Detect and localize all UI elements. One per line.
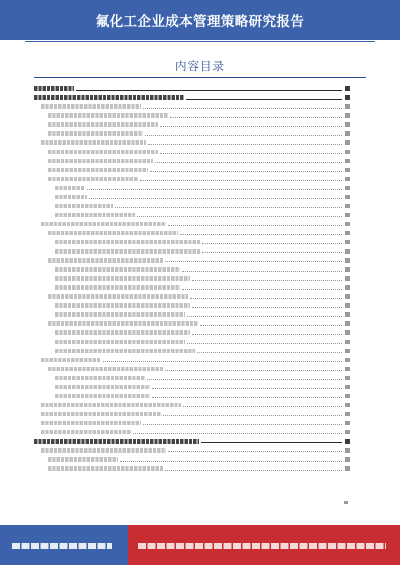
toc-page-number xyxy=(345,367,350,372)
toc-entry xyxy=(34,202,350,211)
toc-entry-title xyxy=(34,95,184,100)
toc-page-number xyxy=(345,285,350,290)
toc-dot-leader xyxy=(87,189,342,190)
toc-page-number xyxy=(345,412,350,417)
toc-page-number xyxy=(345,358,350,363)
toc-entry xyxy=(34,464,350,473)
toc-page-number xyxy=(345,267,350,272)
toc-entry-title xyxy=(48,131,143,136)
toc-dot-leader xyxy=(120,461,342,462)
toc-entry-title xyxy=(48,122,158,127)
toc-entry xyxy=(34,401,350,410)
toc-entry-title xyxy=(55,285,180,290)
toc-page-number xyxy=(345,349,350,354)
toc-page-number xyxy=(345,466,350,471)
toc-entry xyxy=(34,374,350,383)
footer-band xyxy=(0,525,400,565)
toc-dot-leader xyxy=(201,442,342,443)
toc-page-number xyxy=(345,231,350,236)
toc-entry-title xyxy=(55,204,113,209)
toc-page-number xyxy=(345,213,350,218)
toc-entry xyxy=(34,364,350,373)
toc-page-number xyxy=(345,204,350,209)
toc-entry xyxy=(34,274,350,283)
toc-entry xyxy=(34,319,350,328)
footer-left-text xyxy=(12,543,112,549)
toc-page-number xyxy=(345,249,350,254)
toc-entry-title xyxy=(55,195,87,200)
toc-dot-leader xyxy=(143,424,342,425)
toc-entry-title xyxy=(41,430,131,435)
toc-entry-title xyxy=(55,186,85,191)
toc-page-number xyxy=(345,258,350,263)
page-number xyxy=(344,501,348,504)
toc-entry-title xyxy=(55,276,190,281)
toc-entry xyxy=(34,184,350,193)
toc-dot-leader xyxy=(202,252,342,253)
toc-dot-leader xyxy=(89,198,342,199)
toc-entry xyxy=(34,410,350,419)
toc-entry xyxy=(34,446,350,455)
toc-dot-leader xyxy=(165,261,342,262)
toc-page-number xyxy=(345,168,350,173)
toc-dot-leader xyxy=(163,415,342,416)
toc-page-number xyxy=(345,303,350,308)
toc-dot-leader xyxy=(160,126,342,127)
toc-entry-title xyxy=(55,213,135,218)
toc-entry xyxy=(34,174,350,183)
toc-dot-leader xyxy=(168,225,342,226)
toc-dot-leader xyxy=(165,370,342,371)
toc-entry xyxy=(34,265,350,274)
toc-dot-leader xyxy=(190,298,342,299)
toc-dot-leader xyxy=(186,99,342,100)
toc-entry-title xyxy=(48,294,188,299)
toc-page-number xyxy=(345,195,350,200)
footer-right-text xyxy=(138,543,386,549)
toc-entry xyxy=(34,328,350,337)
toc-entry xyxy=(34,419,350,428)
toc-dot-leader xyxy=(182,271,342,272)
toc-entry xyxy=(34,165,350,174)
toc-dot-leader xyxy=(137,216,342,217)
toc-entry-title xyxy=(55,330,190,335)
toc-dot-leader xyxy=(192,334,342,335)
toc-entry xyxy=(34,211,350,220)
toc-dot-leader xyxy=(187,343,342,344)
toc-page-number xyxy=(345,321,350,326)
toc-entry xyxy=(34,84,350,93)
toc-dot-leader xyxy=(143,108,342,109)
toc-entry-title xyxy=(48,168,148,173)
toc-page-number xyxy=(345,394,350,399)
toc-entry xyxy=(34,455,350,464)
toc-entry-title xyxy=(41,104,141,109)
toc-page-number xyxy=(345,340,350,345)
toc-dot-leader xyxy=(165,470,342,471)
toc-page-number xyxy=(345,312,350,317)
toc-entry-title xyxy=(41,358,101,363)
toc-page-number xyxy=(345,95,350,100)
toc-entry-title xyxy=(55,303,190,308)
toc-page-number xyxy=(345,222,350,227)
toc-entry-title xyxy=(41,403,181,408)
report-title: 氟化工企业成本管理策略研究报告 xyxy=(95,14,305,30)
toc-entry xyxy=(34,93,350,102)
toc-page-number xyxy=(345,186,350,191)
toc-entry-title xyxy=(34,439,199,444)
toc-entry xyxy=(34,129,350,138)
toc-page-number xyxy=(345,104,350,109)
toc-page-number xyxy=(345,448,350,453)
toc-entry-title xyxy=(48,457,118,462)
toc-entry-title xyxy=(41,222,166,227)
toc-dot-leader xyxy=(76,90,342,91)
toc-entry xyxy=(34,437,350,446)
toc-entry-title xyxy=(48,113,168,118)
toc-entry-title xyxy=(48,321,198,326)
toc-dot-leader xyxy=(182,289,342,290)
toc-page-number xyxy=(345,376,350,381)
toc-dot-leader xyxy=(192,307,342,308)
toc-page-number xyxy=(345,140,350,145)
toc-page-number xyxy=(345,403,350,408)
toc-page-number xyxy=(345,439,350,444)
toc-entry-title xyxy=(41,448,166,453)
toc-page-number xyxy=(345,276,350,281)
toc-page-number xyxy=(345,113,350,118)
toc-entry xyxy=(34,193,350,202)
toc-entry xyxy=(34,337,350,346)
toc-entry-title xyxy=(55,385,150,390)
toc-entry xyxy=(34,111,350,120)
toc-dot-leader xyxy=(197,352,342,353)
toc-entry-title xyxy=(48,159,153,164)
toc-dot-leader xyxy=(152,388,342,389)
toc-entry xyxy=(34,147,350,156)
toc-entry xyxy=(34,292,350,301)
toc-entry-title xyxy=(55,240,200,245)
toc-entry xyxy=(34,120,350,129)
toc-entry-title xyxy=(55,394,150,399)
toc-page-number xyxy=(345,159,350,164)
toc-entry-title xyxy=(55,312,185,317)
toc-page-number xyxy=(345,131,350,136)
header-rule xyxy=(25,41,375,42)
toc-dot-leader xyxy=(168,451,342,452)
toc-page-number xyxy=(345,385,350,390)
toc-page-number xyxy=(345,177,350,182)
toc-dot-leader xyxy=(148,144,342,145)
toc-entry-title xyxy=(41,140,146,145)
toc-dot-leader xyxy=(140,180,342,181)
toc-entry-title xyxy=(34,86,74,91)
toc-page-number xyxy=(345,240,350,245)
toc-heading: 内容目录 xyxy=(175,59,225,73)
toc-entry-title xyxy=(48,367,163,372)
toc-entry-title xyxy=(55,249,200,254)
toc-dot-leader xyxy=(183,406,342,407)
toc-entry-title xyxy=(48,177,138,182)
toc-entry xyxy=(34,138,350,147)
toc-page-number xyxy=(345,430,350,435)
toc-dot-leader xyxy=(150,171,342,172)
toc-dot-leader xyxy=(192,280,342,281)
toc-entry-title xyxy=(48,231,178,236)
toc-page-number xyxy=(345,457,350,462)
toc-entry-title xyxy=(48,466,163,471)
toc-page-number xyxy=(345,122,350,127)
toc-entry xyxy=(34,238,350,247)
toc-entry xyxy=(34,229,350,238)
toc-entry xyxy=(34,392,350,401)
toc-entry-title xyxy=(48,150,158,155)
toc-page-number xyxy=(345,150,350,155)
toc-entry-title xyxy=(48,258,163,263)
toc-entry xyxy=(34,256,350,265)
toc-dot-leader xyxy=(133,433,342,434)
toc-dot-leader xyxy=(160,153,342,154)
toc-page-number xyxy=(345,330,350,335)
toc-entry-title xyxy=(55,376,145,381)
toc-entry xyxy=(34,310,350,319)
toc-dot-leader xyxy=(187,316,342,317)
toc-entry xyxy=(34,346,350,355)
toc-dot-leader xyxy=(103,361,342,362)
toc-list xyxy=(34,84,350,473)
toc-dot-leader xyxy=(200,325,342,326)
toc-heading-rule xyxy=(34,77,366,78)
toc-page-number xyxy=(345,86,350,91)
toc-entry xyxy=(34,283,350,292)
toc-dot-leader xyxy=(170,117,342,118)
toc-entry xyxy=(34,156,350,165)
toc-dot-leader xyxy=(145,135,342,136)
toc-entry-title xyxy=(55,267,180,272)
toc-dot-leader xyxy=(115,207,342,208)
toc-dot-leader xyxy=(202,243,342,244)
toc-entry-title xyxy=(41,421,141,426)
toc-entry-title xyxy=(55,340,185,345)
toc-dot-leader xyxy=(180,234,342,235)
toc-entry xyxy=(34,102,350,111)
toc-entry-title xyxy=(55,349,195,354)
toc-dot-leader xyxy=(152,397,342,398)
toc-entry xyxy=(34,355,350,364)
toc-entry xyxy=(34,301,350,310)
toc-entry xyxy=(34,247,350,256)
toc-entry-title xyxy=(41,412,161,417)
toc-entry xyxy=(34,428,350,437)
toc-dot-leader xyxy=(155,162,342,163)
toc-page-number xyxy=(345,294,350,299)
toc-entry xyxy=(34,383,350,392)
toc-page-number xyxy=(345,421,350,426)
toc-entry xyxy=(34,220,350,229)
toc-dot-leader xyxy=(147,379,342,380)
